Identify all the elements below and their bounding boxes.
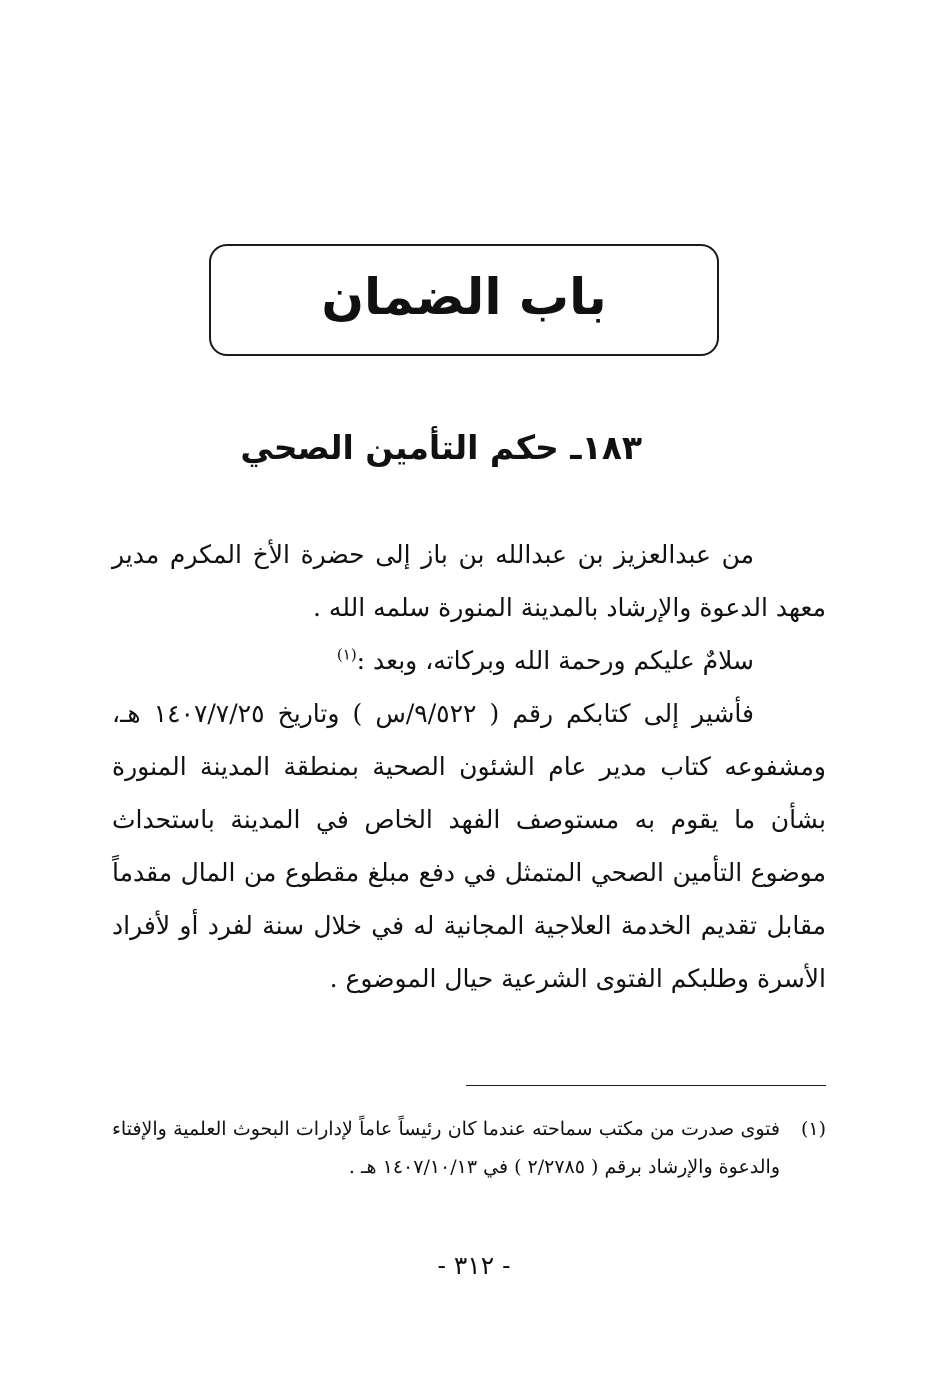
- letter-body: [112, 528, 826, 1005]
- footnote-divider: [466, 1085, 826, 1086]
- greeting-text: سلامٌ عليكم ورحمة الله وبركاته، وبعد :: [356, 646, 754, 675]
- section-heading: ١٨٣ـ حكم التأمين الصحي: [240, 428, 642, 467]
- footnote-text: فتوى صدرت من مكتب سماحته عندما كان رئيساً عاماً لإدارات البحوث العلمية والإفتاء والدعوة والإرشاد برقم ( ٢/٢٧٨٥ ) في ١٤٠٧/١٠/١٣ هـ .: [112, 1118, 780, 1178]
- greeting-paragraph: [112, 634, 826, 687]
- chapter-title: باب الضمان: [321, 268, 607, 326]
- chapter-title-box: [209, 244, 719, 356]
- footnote-marker: (١): [800, 1118, 826, 1140]
- salutation-paragraph: من عبدالعزيز بن عبدالله بن باز إلى حضرة الأخ المكرم مدير معهد الدعوة والإرشاد بالمدينة المنورة سلمه الله .: [112, 540, 826, 622]
- page-number: - ٣١٢ -: [437, 1251, 511, 1280]
- main-paragraph: فأشير إلى كتابكم رقم ( ٩/٥٢٢/س ) وتاريخ ١٤٠٧/٧/٢٥ هـ، ومشفوعه كتاب مدير عام الشئون الصحية بمنطقة المدينة المنورة بشأن ما يقوم به مستوصف الفهد الخاص في المدينة باستحداث موضوع التأمين الصحي المتمثل في دفع مبلغ مقطوع من المال مقدماً مقابل تقديم الخدمة العلاجية المجانية له في خلال سنة لفرد أو لأفراد الأسرة وطلبكم الفتوى الشرعية حيال الموضوع .: [112, 699, 826, 993]
- footnote: [112, 1110, 826, 1186]
- footnote-reference[interactable]: (١): [336, 645, 357, 664]
